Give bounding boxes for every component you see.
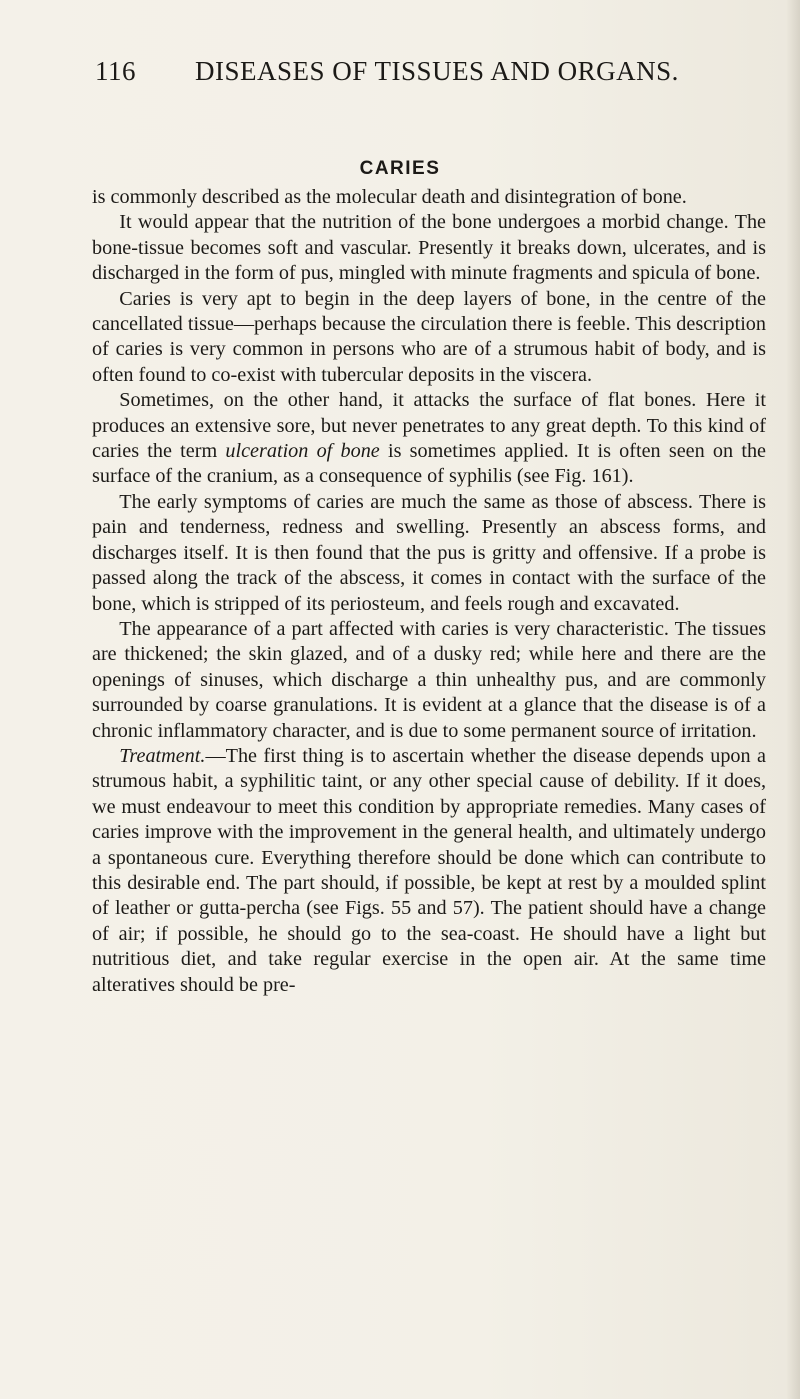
running-title: DISEASES OF TISSUES AND ORGANS. [195, 56, 679, 86]
paragraph-treatment-text: —The first thing is to ascertain whether the disease depends upon a strumous habit, a syphilitic taint, or any other special cause of debility. If it does, we must endeavour to meet this condition by appropriate remedies. Many cases of caries improve with the improvement in the general health, and ultimately undergo a spontaneous cure. Everything therefore should be done which can contribute to this desirable end. The part should, if possible, be kept at rest by a moulded splint of leather or gutta-percha (see Figs. 55 and 57). The patient should have a change of air; if possible, he should go to the sea-coast. He should have a light but nutritious diet, and take regular exercise in the open air. At the same time alteratives should be pre- [92, 744, 766, 996]
paragraph-symptoms: The early symptoms of caries are much the same as those of abscess. There is pain and tenderness, redness and swelling. Presently an abscess forms, and discharges itself. It is then found that the pus is gritty and offensive. If a probe is passed along the track of the abscess, it comes in contact with the surface of the bone, which is stripped of its periosteum, and feels rough and excavated. [92, 490, 766, 615]
term-ulceration-of-bone: ulceration of bone [225, 440, 380, 463]
section-title: CARIES [359, 158, 441, 179]
paragraph-surface-before: Sometimes, on the other hand, it attacks the surface of flat bones. Here it produces an extensive sore, but never penetrates to any great depth. To this kind of caries the term [92, 389, 766, 463]
paragraph-appearance: The appearance of a part affected with caries is very characteristic. The tissues are thickened; the skin glazed, and of a dusky red; while here and there are the openings of sinuses, which discharge a thin unhealthy pus, and are commonly surrounded by coarse granulations. It is evident at a glance that the disease is of a chronic inflammatory character, and is due to some permanent source of irritation. [92, 617, 766, 742]
running-head [95, 56, 765, 87]
paragraph-treatment [92, 744, 766, 998]
paragraph-deep-layers: Caries is very apt to begin in the deep layers of bone, in the centre of the cancellated tissue—perhaps because the circulation there is feeble. This description of caries is very common in persons who are of a strumous habit of body, and is often found to co-exist with tubercular deposits in the viscera. [92, 287, 766, 386]
treatment-heading: Treatment. [119, 744, 206, 767]
body-text [92, 185, 766, 998]
paragraph-nutrition: It would appear that the nutrition of the bone undergoes a morbid change. The bone-tissue becomes soft and vascular. Presently it breaks down, ulcerates, and is discharged in the form of pus, mingled with minute fragments and spicula of bone. [92, 211, 766, 285]
paragraph-surface-after: is sometimes applied. It is often seen on the surface of the cranium, as a consequence of syphilis (see Fig. 161). [92, 440, 766, 488]
paragraph-definition: is commonly described as the molecular death and disintegration of bone. [92, 186, 687, 208]
paragraph-surface [92, 388, 766, 490]
page-number: 116 [95, 56, 136, 86]
